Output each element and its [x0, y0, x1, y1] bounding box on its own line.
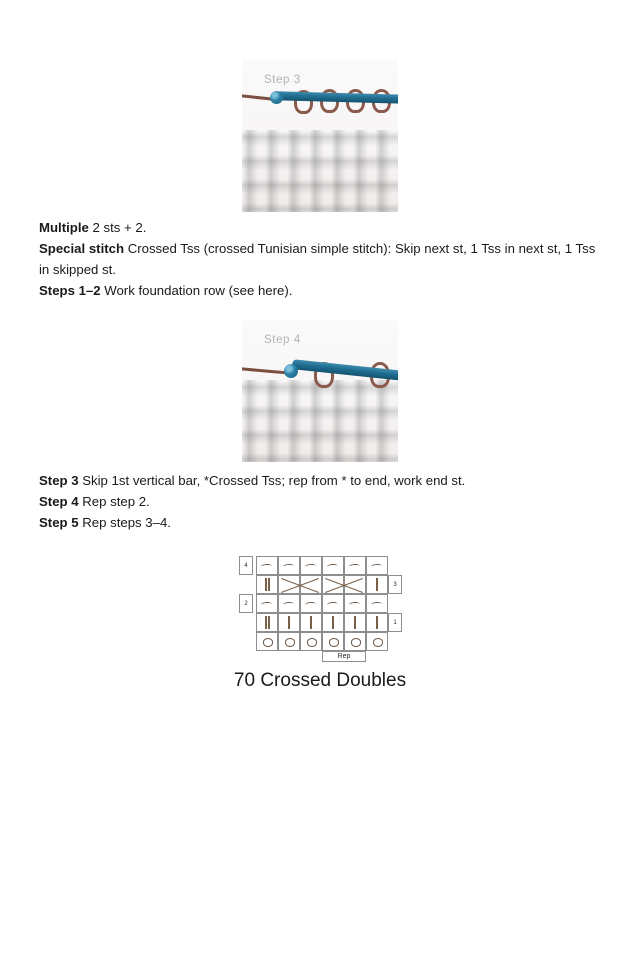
- instruction-label: Step 4: [39, 494, 79, 509]
- chart-cell-foundation-row-1: [256, 632, 278, 651]
- chart-cell-foundation-row-6: [366, 632, 388, 651]
- chart-cell-row-4-6: [366, 556, 388, 575]
- stitch-texture: [242, 130, 398, 212]
- chart-cell-row-4-5: [344, 556, 366, 575]
- bar-symbol-icon: [279, 614, 299, 631]
- chart-cell-row-1-3: [300, 613, 322, 632]
- instruction-line-step-5: [39, 512, 601, 533]
- tss-symbol-icon: [279, 557, 299, 574]
- double-bar-symbol-icon: [257, 614, 277, 631]
- chart-cell-row-2-4: [322, 594, 344, 613]
- chart-cell-row-2-5: [344, 594, 366, 613]
- tss-symbol-icon: [257, 557, 277, 574]
- chain-symbol-icon: [323, 633, 343, 650]
- bar-symbol-icon: [345, 614, 365, 631]
- tss-symbol-icon: [345, 557, 365, 574]
- chart-cell-foundation-row-3: [300, 632, 322, 651]
- instructions-top: [39, 217, 601, 301]
- chart-cell-row-1-1: [256, 613, 278, 632]
- instruction-label: Special stitch: [39, 241, 125, 256]
- tss-symbol-icon: [323, 557, 343, 574]
- chart-cell-foundation-row-2: [278, 632, 300, 651]
- crochet-hook-tip: [284, 364, 298, 378]
- tss-symbol-icon: [367, 595, 387, 612]
- photo-step-label: Step 3: [264, 74, 301, 86]
- instruction-label: Steps 1–2: [39, 283, 101, 298]
- tss-symbol-icon: [279, 595, 299, 612]
- crochet-fabric: [242, 130, 398, 212]
- instruction-line-special-stitch: [39, 238, 601, 280]
- chart-row-label-2: 2: [239, 594, 253, 613]
- chart-row-label-1: 1: [388, 613, 402, 632]
- step-4-photo: [242, 320, 398, 462]
- chart-cell-row-2-3: [300, 594, 322, 613]
- chain-symbol-icon: [301, 633, 321, 650]
- chain-symbol-icon: [367, 633, 387, 650]
- chart-cell-row-3-3: [300, 575, 322, 594]
- chart-cell-foundation-row-4: [322, 632, 344, 651]
- stitch-chart: [239, 556, 405, 664]
- bar-symbol-icon: [367, 576, 387, 593]
- instruction-text: 2 sts + 2.: [88, 220, 147, 235]
- chart-cell-row-4-4: [322, 556, 344, 575]
- tss-symbol-icon: [367, 557, 387, 574]
- instruction-line-multiple: [39, 217, 601, 238]
- chart-cell-row-1-2: [278, 613, 300, 632]
- chart-cell-row-4-3: [300, 556, 322, 575]
- tss-symbol-icon: [323, 595, 343, 612]
- stitch-chart-grid: [239, 556, 405, 664]
- bar-symbol-icon: [301, 614, 321, 631]
- chart-cell-row-1-6: [366, 613, 388, 632]
- instruction-label: Step 3: [39, 473, 79, 488]
- chain-symbol-icon: [345, 633, 365, 650]
- bar-symbol-icon: [367, 614, 387, 631]
- chain-symbol-icon: [279, 633, 299, 650]
- chain-symbol-icon: [257, 633, 277, 650]
- instruction-line-step-4: [39, 491, 601, 512]
- instruction-label: Multiple: [39, 220, 89, 235]
- chart-row-label-3: 3: [388, 575, 402, 594]
- instruction-text: Rep step 2.: [78, 494, 150, 509]
- chart-cell-foundation-row-5: [344, 632, 366, 651]
- stitch-texture: [242, 380, 398, 462]
- chart-cell-row-3-1: [256, 575, 278, 594]
- chart-cell-row-1-5: [344, 613, 366, 632]
- crochet-hook-tip: [270, 91, 283, 104]
- instructions-bottom: [39, 470, 601, 533]
- chart-cell-row-3-6: [366, 575, 388, 594]
- chart-cell-row-4-2: [278, 556, 300, 575]
- chart-title: 70 Crossed Doubles: [233, 670, 407, 691]
- instruction-text: Crossed Tss (crossed Tunisian simple stitch): Skip next st, 1 Tss in next st, 1 Tss in skipped st.: [39, 241, 596, 277]
- instruction-label: Step 5: [39, 515, 79, 530]
- chart-cell-row-2-6: [366, 594, 388, 613]
- instruction-text: Work foundation row (see here).: [100, 283, 293, 298]
- photo-step-label: Step 4: [264, 334, 301, 346]
- chart-cell-row-3-5: [344, 575, 366, 594]
- chart-cell-row-3-2: [278, 575, 300, 594]
- double-bar-symbol-icon: [257, 576, 277, 593]
- tss-symbol-icon: [301, 557, 321, 574]
- instruction-line-steps-1-2: [39, 280, 601, 301]
- tss-symbol-icon: [257, 595, 277, 612]
- tss-symbol-icon: [345, 595, 365, 612]
- chart-cell-row-1-4: [322, 613, 344, 632]
- chart-row-label-4: 4: [239, 556, 253, 575]
- crochet-fabric: [242, 380, 398, 462]
- tss-symbol-icon: [301, 595, 321, 612]
- instruction-text: Skip 1st vertical bar, *Crossed Tss; rep from * to end, work end st.: [78, 473, 466, 488]
- chart-cell-row-2-2: [278, 594, 300, 613]
- instruction-text: Rep steps 3–4.: [78, 515, 171, 530]
- step-3-photo: [242, 60, 398, 212]
- chart-cell-row-2-1: [256, 594, 278, 613]
- chart-repeat-label: Rep: [322, 651, 366, 662]
- chart-cell-row-3-4: [322, 575, 344, 594]
- bar-symbol-icon: [323, 614, 343, 631]
- chart-cell-row-4-1: [256, 556, 278, 575]
- instruction-line-step-3: [39, 470, 601, 491]
